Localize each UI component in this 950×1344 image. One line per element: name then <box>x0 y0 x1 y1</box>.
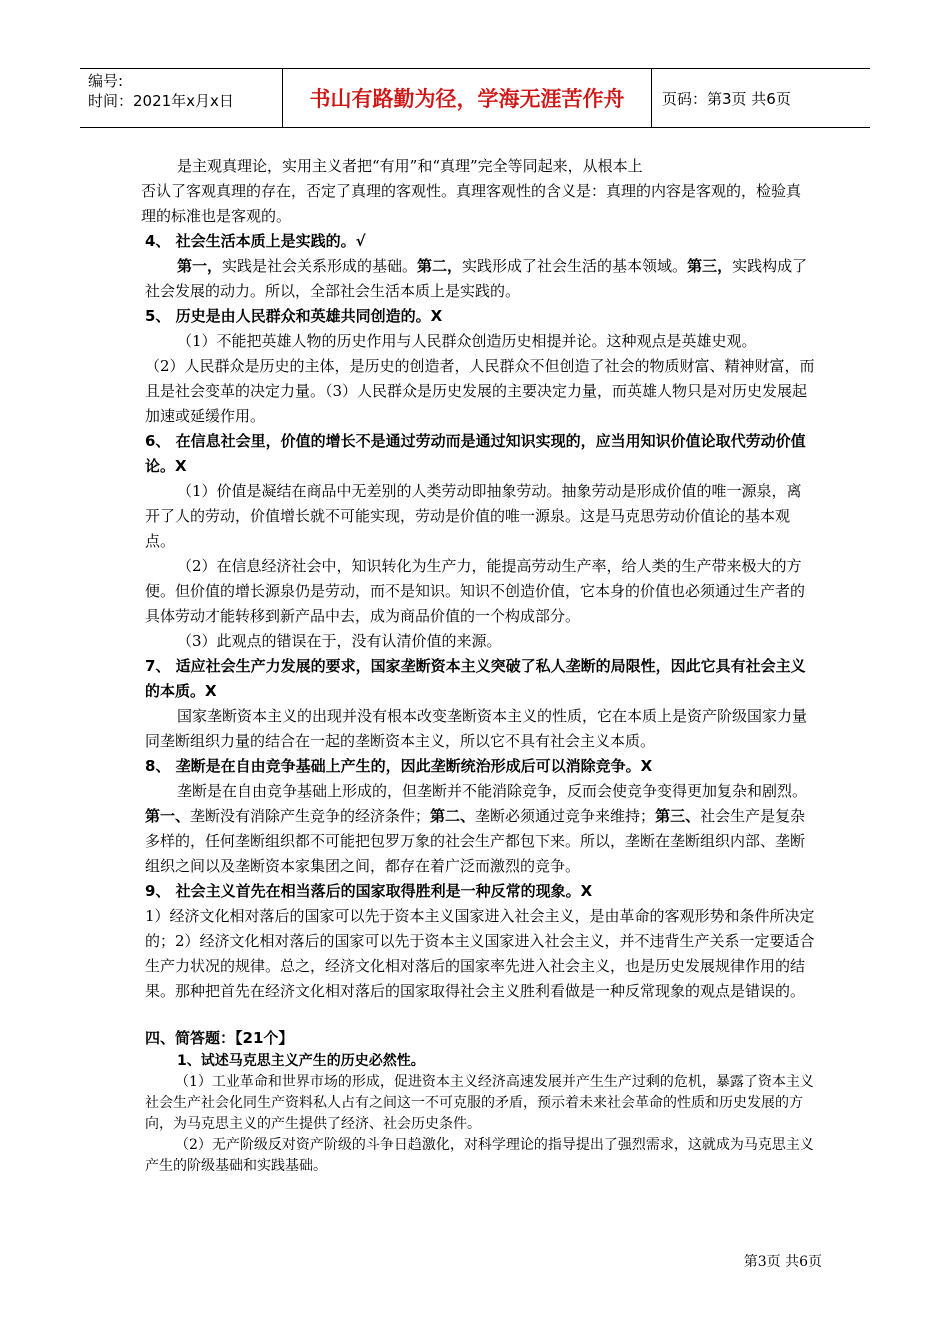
text: 实践构成了社会发展的动力。所以，全部社会生活本质上是实践的。 <box>145 257 808 300</box>
text: 实践是社会关系形成的基础。 <box>222 257 418 275</box>
paragraph: 国家垄断资本主义的出现并没有根本改变垄断资本主义的性质，它在本质上是资产阶级国家力量同垄断组织力量的结合在一起的垄断资本主义，所以它不具有社会主义本质。 <box>145 707 808 750</box>
question-heading: 5、 历史是由人民群众和英雄共同创造的。X <box>145 307 443 325</box>
question-heading: 9、 社会主义首先在相当落后的国家取得胜利是一种反常的现象。X <box>145 882 593 900</box>
header-page-label: 页码：第3页 共6页 <box>662 89 791 108</box>
paragraph: 是主观真理论，实用主义者把“有用”和“真理”完全等同起来，从根本上 <box>177 157 643 175</box>
question-heading: 8、 垄断是在自由竞争基础上产生的，因此垄断统治形成后可以消除竞争。X <box>145 757 653 775</box>
emphasis: 第三， <box>687 257 733 275</box>
paragraph: （3）此观点的错误在于，没有认清价值的来源。 <box>177 632 502 650</box>
number-label: 编号: <box>88 72 124 90</box>
emphasis: 第一、 <box>145 807 191 825</box>
question-heading: 4、 社会生活本质上是实践的。√ <box>145 232 366 250</box>
paragraph <box>145 254 815 304</box>
emphasis: 第二， <box>417 257 463 275</box>
paragraph: （1）价值是凝结在商品中无差别的人类劳动即抽象劳动。抽象劳动是形成价值的唯一源泉，离开了人的劳动，价值增长就不可能实现，劳动是价值的唯一源泉。这是马克思劳动价值论的基本观点。 <box>145 482 802 550</box>
text: 垄断是在自由竞争基础上形成的，但垄断并不能消除竞争，反而会使竞争变得更加复杂和剧烈。 <box>177 782 808 800</box>
document-body <box>141 154 815 1177</box>
question-heading: 7、 适应社会生产力发展的要求，国家垄断资本主义突破了私人垄断的局限性，因此它具有社会主义的本质。X <box>145 657 806 700</box>
emphasis: 第一， <box>177 257 223 275</box>
page-footer: 第3页 共6页 <box>743 1254 822 1270</box>
paragraph: （2）人民群众是历史的主体，是历史的创造者，人民群众不但创造了社会的物质财富、精神财富，而且是社会变革的决定力量。（3）人民群众是历史发展的主要决定力量，而英雄人物只是对历史发展起加速或延缓作用。 <box>145 357 815 425</box>
paragraph <box>145 779 815 879</box>
time-label: 时间：2021年x月x日 <box>88 92 234 110</box>
paragraph: 否认了客观真理的存在，否定了真理的客观性。真理客观性的含义是：真理的内容是客观的，检验真理的标准也是客观的。 <box>141 182 802 225</box>
text: 垄断没有消除产生竞争的经济条件； <box>190 807 431 825</box>
text: 社会生产是复杂多样的，任何垄断组织都不可能把包罗万象的社会生产都包下来。所以，垄断在垄断组织内部、垄断组织之间以及垄断资本家集团之间，都存在着广泛而激烈的竞争。 <box>145 807 806 875</box>
page-header <box>80 68 870 128</box>
emphasis: 第三、 <box>655 807 701 825</box>
text: 实践形成了社会生活的基本领域。 <box>462 257 688 275</box>
emphasis: 第二、 <box>430 807 476 825</box>
question-heading: 1、试述马克思主义产生的历史必然性。 <box>177 1053 425 1069</box>
paragraph: （1）工业革命和世界市场的形成，促进资本主义经济高速发展并产生生产过剩的危机，暴露了资本主义社会生产社会化同生产资料私人占有之间这一不可克服的矛盾，预示着未来社会革命的性质和历史发展的方向，为马克思主义的产生提供了经济、社会历史条件。 <box>145 1074 814 1132</box>
section-heading: 四、简答题：【21个】 <box>145 1029 294 1047</box>
paragraph: 1）经济文化相对落后的国家可以先于资本主义国家进入社会主义，是由革命的客观形势和条件所决定的；2）经济文化相对落后的国家可以先于资本主义国家进入社会主义，并不违背生产关系一定要适合生产力状况的规律。总之，经济文化相对落后的国家率先进入社会主义，也是历史发展规律作用的结果。那种把首先在经济文化相对落后的国家取得社会主义胜利看做是一种反常现象的观点是错误的。 <box>145 907 815 1000</box>
text: 垄断必须通过竞争来维持； <box>475 807 656 825</box>
header-motto: 书山有路勤为径，学海无涯苦作舟 <box>282 69 652 127</box>
paragraph: （2）在信息经济社会中，知识转化为生产力，能提高劳动生产率，给人类的生产带来极大的方便。但价值的增长源泉仍是劳动，而不是知识。知识不创造价值，它本身的价值也必须通过生产者的具体劳动才能转移到新产品中去，成为商品价值的一个构成部分。 <box>145 557 806 625</box>
header-meta <box>80 69 282 127</box>
paragraph: （2）无产阶级反对资产阶级的斗争日趋激化，对科学理论的指导提出了强烈需求，这就成为马克思主义产生的阶级基础和实践基础。 <box>145 1137 814 1174</box>
paragraph: （1）不能把英雄人物的历史作用与人民群众创造历史相提并论。这种观点是英雄史观。 <box>177 332 757 350</box>
question-heading: 6、 在信息社会里，价值的增长不是通过劳动而是通过知识实现的，应当用知识价值论取代劳动价值论。X <box>145 432 806 475</box>
